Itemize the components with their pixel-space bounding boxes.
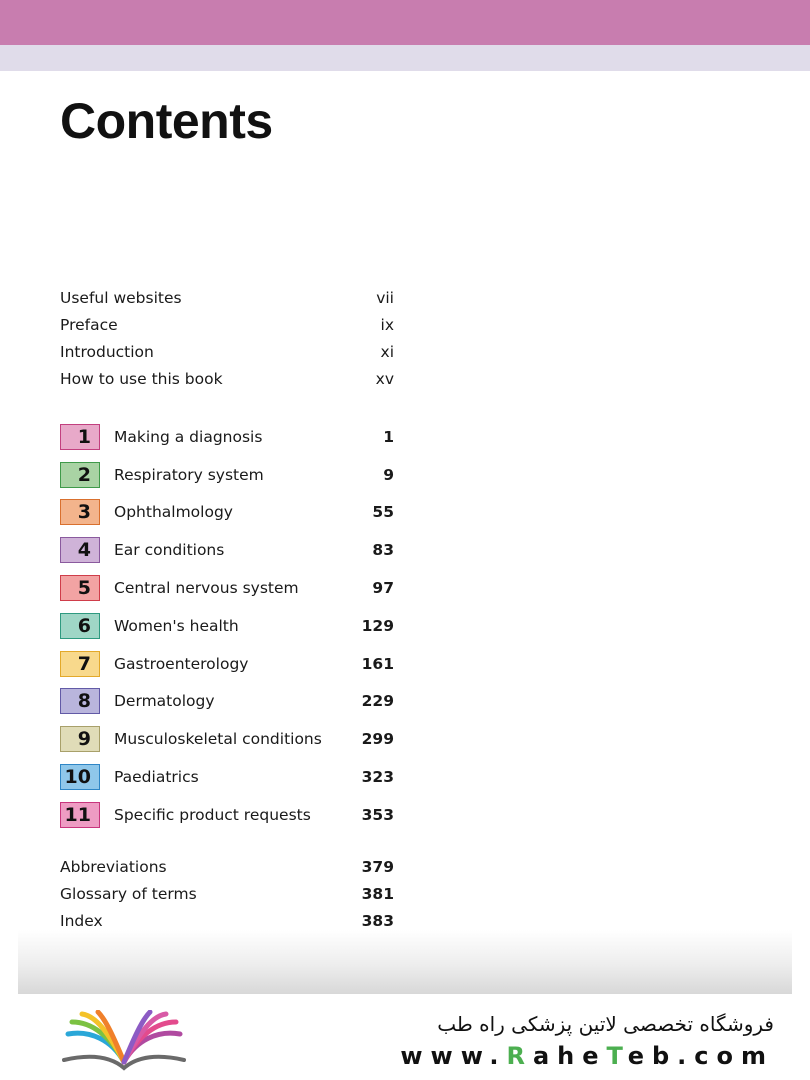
chapter-page: 1 [383,427,394,446]
chapter-page: 129 [361,616,394,635]
back-matter-label: Index [60,911,103,930]
chapter-number-badge: 10 [60,764,100,790]
chapter-item[interactable] [60,418,394,456]
chapter-item[interactable] [60,494,394,532]
chapter-page: 323 [361,768,394,787]
store-url-prefix: www. [400,1042,507,1070]
chapter-page: 9 [383,465,394,484]
chapter-title: Ear conditions [114,541,225,560]
front-matter-label: Useful websites [60,288,182,307]
chapter-item[interactable] [60,607,394,645]
store-url-accent: R [506,1042,533,1070]
front-matter-item[interactable] [60,338,394,365]
store-url-suffix: eb.com [627,1042,774,1070]
store-url-accent-2: T [606,1042,628,1070]
front-matter-list [60,284,394,393]
front-matter-label: How to use this book [60,370,223,389]
chapter-page: 55 [372,503,394,522]
front-matter-page: vii [376,288,394,307]
front-matter-label: Introduction [60,342,154,361]
chapter-title: Paediatrics [114,768,199,787]
chapter-item[interactable] [60,720,394,758]
chapter-number-badge: 6 [60,613,100,639]
back-matter-item[interactable] [60,880,394,907]
chapter-title: Women's health [114,616,239,635]
store-url-mid: ahe [532,1042,607,1070]
chapter-item[interactable] [60,645,394,683]
back-matter-label: Glossary of terms [60,884,197,903]
chapter-page: 299 [361,730,394,749]
page-title: Contents [60,93,273,149]
chapter-number-badge: 7 [60,651,100,677]
back-matter-list [60,853,394,935]
chapter-number-badge: 4 [60,537,100,563]
front-matter-item[interactable] [60,284,394,311]
store-name: فروشگاه تخصصی لاتین پزشکی راه طب [437,1012,774,1036]
front-matter-page: xi [380,342,394,361]
chapter-page: 353 [361,805,394,824]
chapter-number-badge: 2 [60,462,100,488]
chapter-title: Making a diagnosis [114,427,263,446]
chapter-title: Musculoskeletal conditions [114,730,322,749]
front-matter-item[interactable] [60,311,394,338]
chapter-title: Specific product requests [114,805,311,824]
chapter-list [60,418,394,834]
chapter-item[interactable] [60,758,394,796]
chapter-item[interactable] [60,531,394,569]
sub-color-band [0,45,810,71]
back-matter-item[interactable] [60,853,394,880]
front-matter-page: ix [380,315,394,334]
top-color-band [0,0,810,45]
chapter-item[interactable] [60,796,394,834]
chapter-title: Respiratory system [114,465,264,484]
open-book-icon [60,1010,188,1074]
back-matter-page: 381 [361,884,394,903]
store-url[interactable] [400,1042,774,1070]
chapter-page: 97 [372,579,394,598]
chapter-item[interactable] [60,683,394,721]
chapter-number-badge: 1 [60,424,100,450]
chapter-item[interactable] [60,456,394,494]
front-matter-item[interactable] [60,366,394,393]
chapter-title: Gastroenterology [114,654,249,673]
page-bottom-shadow [18,930,792,994]
back-matter-label: Abbreviations [60,857,167,876]
back-matter-page: 379 [361,857,394,876]
front-matter-page: xv [375,370,394,389]
chapter-item[interactable] [60,569,394,607]
chapter-page: 229 [361,692,394,711]
chapter-title: Ophthalmology [114,503,233,522]
chapter-number-badge: 5 [60,575,100,601]
chapter-title: Dermatology [114,692,215,711]
chapter-page: 161 [361,654,394,673]
chapter-number-badge: 11 [60,802,100,828]
chapter-number-badge: 3 [60,499,100,525]
chapter-title: Central nervous system [114,579,299,598]
chapter-number-badge: 8 [60,688,100,714]
chapter-page: 83 [372,541,394,560]
front-matter-label: Preface [60,315,118,334]
chapter-number-badge: 9 [60,726,100,752]
back-matter-page: 383 [361,911,394,930]
